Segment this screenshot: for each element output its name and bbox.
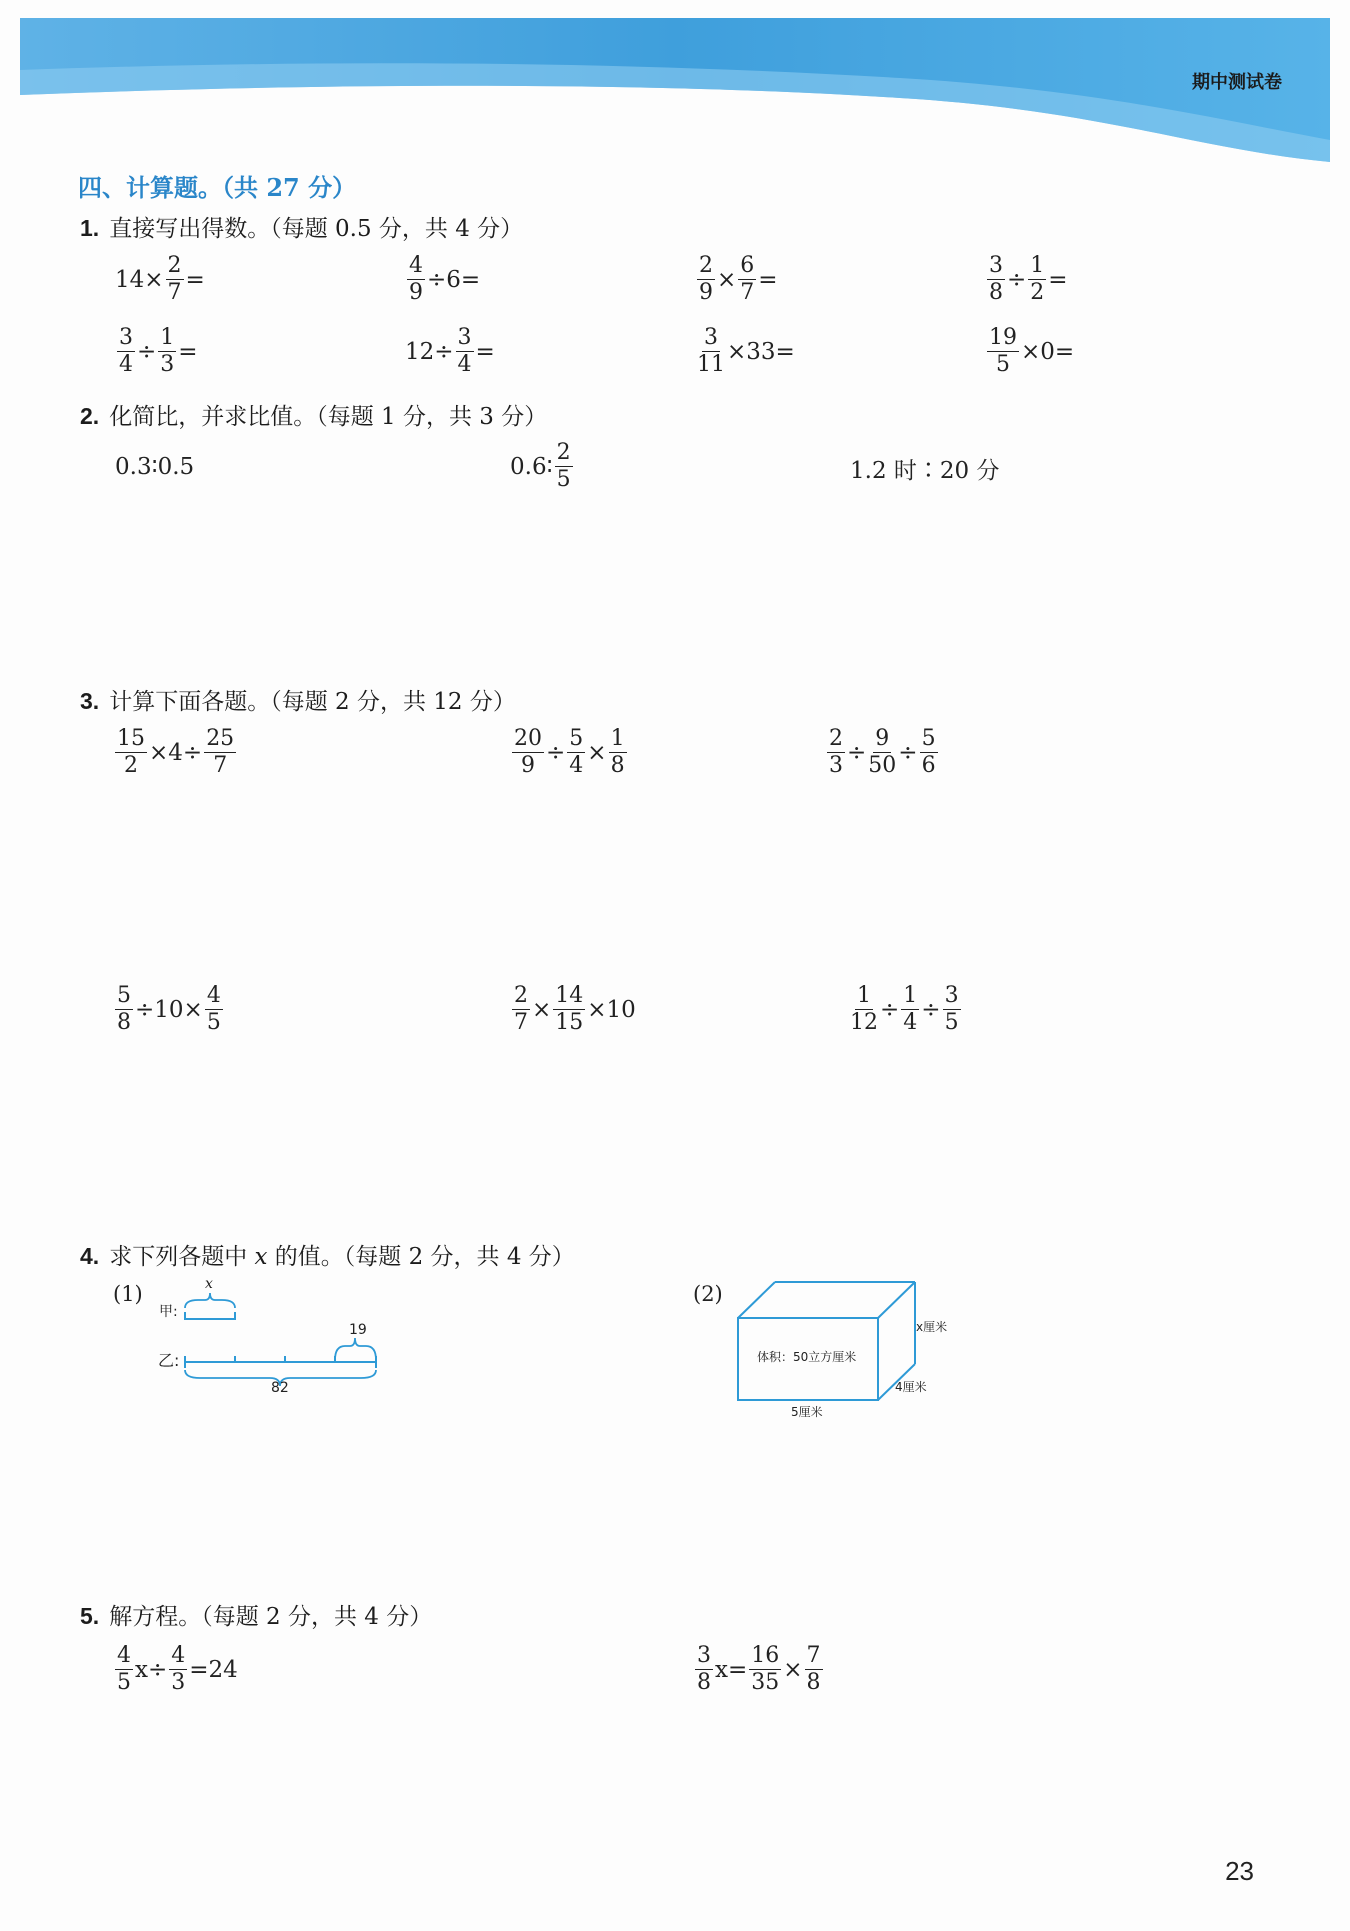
height-label: x厘米 — [916, 1320, 948, 1334]
expr-text: =24 — [189, 1656, 238, 1683]
q2-text: 化简比，并求比值。（每题 1 分，共 3 分） — [109, 404, 548, 430]
fraction: $\frac{1}{12}$ — [850, 983, 878, 1035]
q1-number: 1. — [80, 215, 100, 241]
expr-text: 1.2 时∶20 分 — [850, 458, 1000, 484]
q1-item-8 — [985, 327, 1074, 376]
expr-text: ÷ — [880, 996, 900, 1023]
q1-item-5 — [115, 327, 198, 376]
expr-text: ×4÷ — [149, 739, 203, 766]
q4-sub2-label: (2) — [693, 1282, 723, 1306]
q3-number: 3. — [80, 688, 100, 714]
q3-item-6 — [848, 985, 963, 1034]
q1-item-3 — [695, 255, 778, 304]
fraction: $\frac{9}{50}$ — [868, 726, 897, 778]
fraction: $\frac{1}{3}$ — [160, 325, 175, 377]
fraction: $\frac{3}{8}$ — [697, 1643, 711, 1695]
fraction: $\frac{5}{6}$ — [921, 726, 936, 778]
expr-text: ÷ — [137, 338, 157, 365]
fraction: $\frac{3}{5}$ — [944, 983, 959, 1035]
q1-item-1 — [115, 255, 205, 304]
fraction: $\frac{2}{3}$ — [829, 726, 843, 778]
q2-item-3 — [850, 452, 999, 485]
q4-variable: x — [254, 1244, 268, 1270]
q1-item-6 — [405, 327, 495, 376]
q1-item-7 — [695, 327, 795, 376]
q5-text: 解方程。（每题 2 分，共 4 分） — [109, 1604, 433, 1630]
fraction: $\frac{4}{3}$ — [171, 1643, 186, 1695]
q3-heading — [80, 683, 516, 716]
q4-heading — [80, 1238, 575, 1271]
expr-text: ÷ — [847, 739, 867, 766]
section-title: 四、计算题。（共 27 分） — [78, 173, 357, 202]
fraction: $\frac{1}{4}$ — [903, 983, 918, 1035]
q3-item-1 — [113, 728, 238, 777]
fraction: $\frac{1}{2}$ — [1030, 253, 1045, 305]
fraction: $\frac{14}{15}$ — [555, 983, 584, 1035]
fraction: $\frac{1}{8}$ — [610, 726, 625, 778]
q3-item-2 — [510, 728, 629, 777]
segment-diagram — [140, 1276, 400, 1406]
expr-text: x= — [715, 1656, 748, 1683]
q1-item-2 — [405, 255, 480, 304]
fraction: $\frac{7}{8}$ — [806, 1643, 821, 1695]
expr-text: = — [178, 338, 198, 365]
q5-item-2 — [693, 1645, 825, 1694]
fraction: $\frac{4}{5}$ — [117, 1643, 131, 1695]
fraction: $\frac{3}{11}$ — [697, 325, 725, 377]
fraction: $\frac{5}{4}$ — [569, 726, 584, 778]
fraction: $\frac{15}{2}$ — [117, 726, 145, 778]
expr-text: × — [532, 996, 552, 1023]
fraction: $\frac{25}{7}$ — [206, 726, 235, 778]
fraction: $\frac{2}{9}$ — [699, 253, 713, 305]
expr-text: ÷ — [921, 996, 941, 1023]
q3-text: 计算下面各题。（每题 2 分，共 12 分） — [109, 689, 516, 715]
expr-text: ÷ — [1007, 266, 1027, 293]
fraction: $\frac{5}{8}$ — [117, 983, 131, 1035]
expr-text: = — [1048, 266, 1068, 293]
q2-item-1 — [115, 454, 194, 480]
expr-text: = — [758, 266, 778, 293]
q2-number: 2. — [80, 403, 100, 429]
expr-text: ×33= — [727, 338, 795, 365]
expr-text: × — [783, 1656, 803, 1683]
expr-text: ×10 — [587, 996, 636, 1023]
q4-text-pre: 求下列各题中 — [109, 1244, 248, 1270]
page-number: 23 — [1225, 1856, 1254, 1886]
fraction: $\frac{3}{8}$ — [989, 253, 1003, 305]
total-82-label: 82 — [271, 1380, 289, 1396]
q4-sub1-label: (1) — [113, 1282, 143, 1306]
q5-heading — [80, 1598, 432, 1631]
jia-label: 甲: — [159, 1304, 178, 1320]
expr-text: × — [587, 739, 607, 766]
expr-text: 12÷ — [405, 338, 454, 365]
fraction: $\frac{2}{5}$ — [556, 440, 571, 492]
q4-number: 4. — [80, 1243, 100, 1269]
q4-text-post: 的值。（每题 2 分，共 4 分） — [274, 1244, 575, 1270]
fraction: $\frac{6}{7}$ — [740, 253, 755, 305]
fraction: $\frac{2}{7}$ — [514, 983, 528, 1035]
length-label: 5厘米 — [791, 1405, 823, 1419]
fraction: $\frac{2}{7}$ — [167, 253, 182, 305]
header-banner — [0, 0, 1350, 170]
fraction: $\frac{3}{4}$ — [457, 325, 472, 377]
q5-item-1 — [113, 1645, 238, 1694]
q1-text: 直接写出得数。（每题 0.5 分，共 4 分） — [109, 216, 524, 242]
fraction: $\frac{3}{4}$ — [119, 325, 133, 377]
part-19-label: 19 — [349, 1322, 367, 1338]
q1-item-4 — [985, 255, 1068, 304]
expr-text: ÷10× — [135, 996, 203, 1023]
expr-text: = — [185, 266, 205, 293]
q3-item-3 — [825, 728, 940, 777]
q3-item-4 — [113, 985, 225, 1034]
fraction: $\frac{16}{35}$ — [751, 1643, 780, 1695]
expr-text: × — [717, 266, 737, 293]
q5-number: 5. — [80, 1603, 100, 1629]
expr-text: = — [475, 338, 495, 365]
expr-text: ÷6= — [427, 266, 481, 293]
q1-heading — [80, 210, 523, 243]
expr-text: 14× — [115, 266, 164, 293]
q2-heading — [80, 398, 547, 431]
header-label: 期中测试卷 — [1192, 72, 1282, 93]
fraction: $\frac{20}{9}$ — [514, 726, 542, 778]
volume-label: 体积：50立方厘米 — [757, 1350, 857, 1364]
q2-item-2 — [510, 442, 575, 491]
q3-item-5 — [510, 985, 636, 1034]
fraction: $\frac{19}{5}$ — [989, 325, 1017, 377]
fraction: $\frac{4}{5}$ — [206, 983, 221, 1035]
expr-text: ×0= — [1021, 338, 1075, 365]
expr-text: ÷ — [898, 739, 918, 766]
expr-text: ÷ — [546, 739, 566, 766]
width-label: 4厘米 — [895, 1380, 927, 1394]
fraction: $\frac{4}{9}$ — [409, 253, 423, 305]
x-label: x — [205, 1276, 213, 1292]
expr-text: 0.6∶ — [510, 453, 553, 480]
expr-text: 0.3∶0.5 — [115, 454, 195, 480]
yi-label: 乙: — [158, 1351, 180, 1370]
expr-text: x÷ — [135, 1656, 168, 1683]
